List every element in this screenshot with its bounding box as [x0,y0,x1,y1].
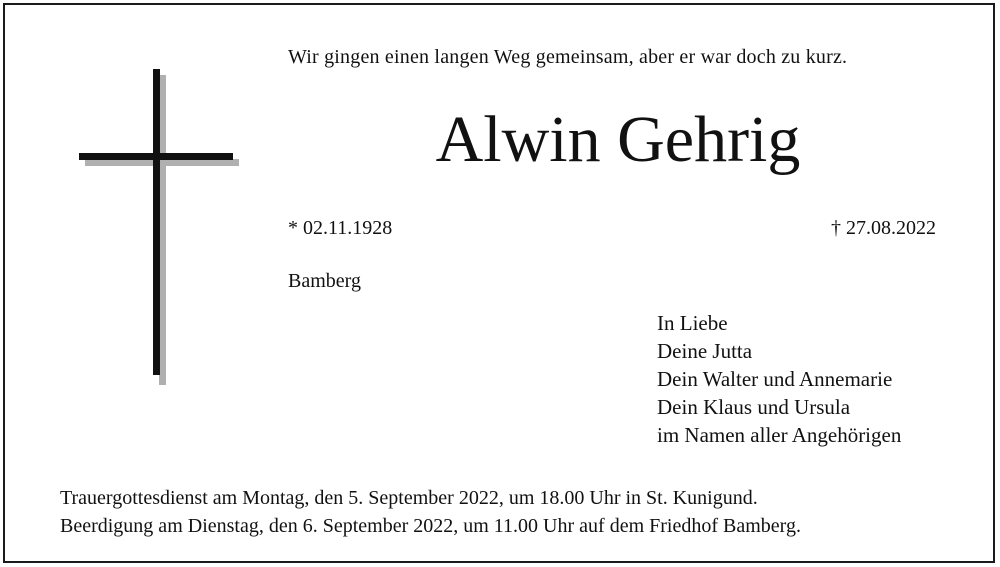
motto-quote: Wir gingen einen langen Weg gemeinsam, aber er war doch zu kurz. [288,46,848,68]
death-date: † 27.08.2022 [831,217,936,239]
mourner-line: Dein Klaus und Ursula [657,395,851,419]
deceased-name: Alwin Gehrig [435,103,801,176]
place-of-residence: Bamberg [288,270,361,292]
burial-info: Beerdigung am Dienstag, den 6. September 2022, um 11.00 Uhr auf dem Friedhof Bamberg. [60,515,801,537]
mourner-line: Deine Jutta [657,339,753,363]
notice-frame [3,3,995,563]
mourner-line: Dein Walter und Annemarie [657,367,893,391]
service-info [60,484,801,540]
mourners-list [657,309,901,449]
birth-date: * 02.11.1928 [288,217,393,239]
funeral-mass-info: Trauergottesdienst am Montag, den 5. September 2022, um 18.00 Uhr in St. Kunigund. [60,487,758,509]
mourner-line: In Liebe [657,311,728,335]
mourner-line: im Namen aller Angehörigen [657,423,902,447]
